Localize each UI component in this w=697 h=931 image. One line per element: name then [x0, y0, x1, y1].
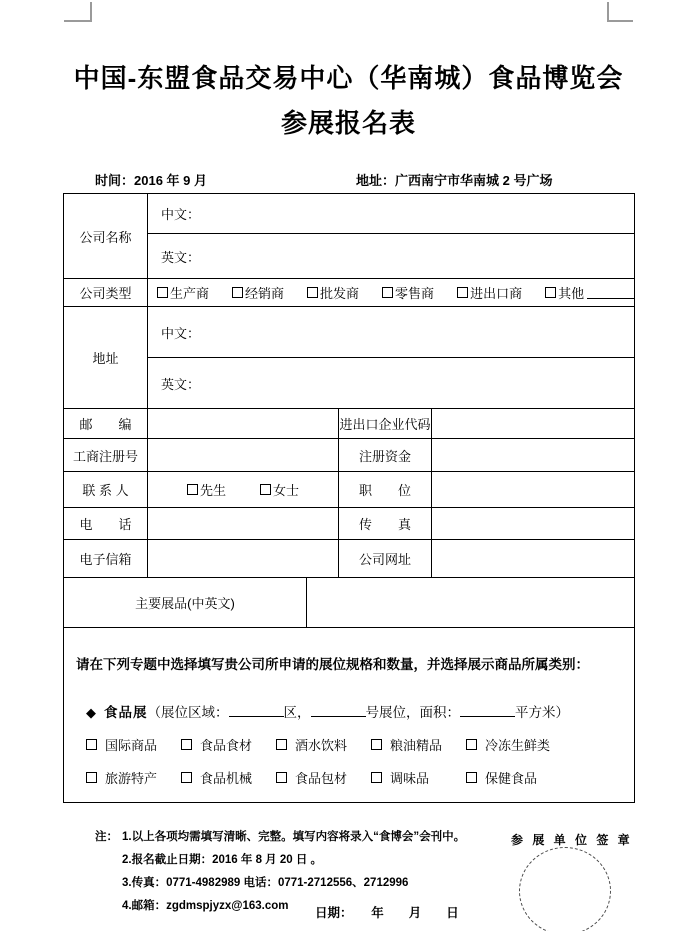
category-label: 食品机械: [200, 771, 253, 786]
category-food-ingredients[interactable]: [181, 735, 276, 754]
category-label: 酒水饮料: [295, 738, 348, 753]
event-address: 地址：广西南宁市华南城 2 号广场: [356, 173, 553, 188]
option-producer[interactable]: [157, 283, 209, 302]
email-field[interactable]: [148, 540, 339, 577]
checkbox-icon[interactable]: [187, 484, 198, 495]
checkbox-icon[interactable]: [181, 772, 192, 783]
note-line-1: [95, 831, 515, 844]
option-retailer[interactable]: [382, 283, 434, 302]
cn-label: 中文：: [161, 325, 201, 341]
checkbox-icon[interactable]: [260, 484, 271, 495]
website-field[interactable]: [432, 540, 634, 577]
title-line2: 参展报名表: [280, 108, 416, 138]
en-label: 英文：: [161, 249, 201, 265]
checkbox-icon[interactable]: [307, 287, 318, 298]
diamond-icon: ◆: [86, 705, 96, 720]
crop-mark-top-right-icon: [607, 2, 633, 22]
option-label: 经销商: [245, 286, 285, 301]
checkbox-icon[interactable]: [276, 772, 287, 783]
option-importer-exporter[interactable]: [457, 283, 522, 302]
contact-field[interactable]: [148, 472, 339, 507]
address-label: 地址: [64, 307, 148, 408]
note-line-4: 4.邮箱：zgdmspjyzx@163.com: [122, 900, 289, 912]
checkbox-icon[interactable]: [157, 287, 168, 298]
company-type-label: 公司类型: [64, 279, 148, 306]
option-label: 生产商: [170, 286, 210, 301]
checkbox-icon[interactable]: [276, 739, 287, 750]
note-text: 1.以上各项均需填写清晰、完整。填写内容将录入“食博会”会刊中。: [122, 831, 466, 843]
category-beverages[interactable]: [276, 735, 371, 754]
option-label: 批发商: [320, 286, 360, 301]
registration-table: [63, 193, 635, 803]
category-condiments[interactable]: [371, 768, 466, 787]
booth-instruction: 请在下列专题中选择填写贵公司所申请的展位规格和数量，并选择展示商品所属类别：: [76, 657, 589, 672]
ms-label: 女士: [273, 483, 300, 498]
category-health-food[interactable]: [466, 768, 537, 787]
category-row-1: [86, 735, 634, 754]
company-name-en-field[interactable]: [148, 234, 634, 278]
category-food-packaging[interactable]: [276, 768, 371, 787]
expo-prefix: （展位区域：: [147, 705, 229, 720]
row-company-name: [64, 194, 634, 279]
category-label: 食品食材: [200, 738, 253, 753]
option-ms[interactable]: [260, 480, 299, 499]
note-line-3: 3.传真：0771-4982989 电话：0771-2712556、2712996: [122, 877, 409, 889]
category-label: 食品包材: [295, 771, 348, 786]
address-cn-field[interactable]: [148, 307, 634, 358]
option-label: 其他: [558, 286, 585, 301]
checkbox-icon[interactable]: [371, 772, 382, 783]
page-title: [0, 56, 697, 146]
option-wholesaler[interactable]: [307, 283, 359, 302]
category-food-machinery[interactable]: [181, 768, 276, 787]
row-business-reg: [64, 439, 634, 472]
option-other[interactable]: [545, 283, 634, 302]
row-phone: [64, 508, 634, 540]
checkbox-icon[interactable]: [382, 287, 393, 298]
checkbox-icon[interactable]: [86, 772, 97, 783]
category-label: 旅游特产: [105, 771, 158, 786]
category-label: 粮油精品: [390, 738, 443, 753]
expo-mid2: 号展位，面积：: [365, 705, 460, 720]
row-postal: [64, 409, 634, 439]
address-en-field[interactable]: [148, 358, 634, 408]
position-label: 职 位: [339, 472, 432, 507]
event-time: 时间：2016 年 9 月: [95, 173, 207, 188]
option-mr[interactable]: [187, 480, 226, 499]
row-booth-section: [64, 628, 634, 802]
mr-label: 先生: [199, 483, 226, 498]
registered-capital-field[interactable]: [432, 439, 634, 471]
contact-label: 联 系 人: [64, 472, 148, 507]
checkbox-icon[interactable]: [181, 739, 192, 750]
postal-label: 邮 编: [64, 409, 148, 438]
company-name-label: 公司名称: [64, 194, 148, 278]
category-frozen-fresh[interactable]: [466, 735, 550, 754]
checkbox-icon[interactable]: [466, 772, 477, 783]
phone-label: 电 话: [64, 508, 148, 539]
category-label: 调味品: [390, 771, 430, 786]
category-tourism-specialty[interactable]: [86, 768, 181, 787]
company-type-options: [148, 279, 643, 306]
checkbox-icon[interactable]: [466, 739, 477, 750]
fax-label: 传 真: [339, 508, 432, 539]
booth-number-blank-underline[interactable]: [311, 704, 366, 717]
position-field[interactable]: [432, 472, 634, 507]
cn-label: 中文：: [161, 207, 201, 222]
checkbox-icon[interactable]: [545, 287, 556, 298]
row-email: [64, 540, 634, 578]
other-blank-underline[interactable]: [587, 286, 634, 299]
category-row-2: [86, 768, 634, 787]
main-exhibits-label: 主要展品(中英文): [64, 578, 307, 627]
date-line: 日期： 年 月 日: [315, 906, 459, 920]
customs-code-field[interactable]: [432, 409, 634, 438]
business-reg-field[interactable]: [148, 439, 339, 471]
title-line1: 中国-东盟食品交易中心（华南城）食品博览会: [73, 63, 624, 93]
category-label: 保健食品: [485, 771, 538, 786]
website-label: 公司网址: [339, 540, 432, 577]
note-label: 注：: [95, 831, 118, 843]
category-label: 冷冻生鲜类: [485, 738, 551, 753]
checkbox-icon[interactable]: [457, 287, 468, 298]
category-label: 国际商品: [105, 738, 158, 753]
category-international-goods[interactable]: [86, 735, 181, 754]
option-label: 进出口商: [470, 286, 523, 301]
checkbox-icon[interactable]: [232, 287, 243, 298]
expo-title: 食品展: [104, 705, 148, 720]
category-grain-oil[interactable]: [371, 735, 466, 754]
address-fields: [148, 307, 634, 408]
expo-line: [86, 701, 634, 721]
expo-mid1: 区，: [283, 705, 311, 720]
option-distributor[interactable]: [232, 283, 284, 302]
expo-suffix: 平方米）: [515, 705, 569, 720]
company-name-fields: [148, 194, 634, 278]
stamp-circle: [519, 847, 611, 931]
fax-field[interactable]: [432, 508, 634, 539]
registered-capital-label: 注册资金: [339, 439, 432, 471]
zone-blank-underline[interactable]: [229, 704, 284, 717]
crop-mark-top-left-icon: [64, 2, 92, 22]
company-name-cn-field[interactable]: [148, 194, 634, 234]
booth-section: [64, 628, 634, 802]
business-reg-label: 工商注册号: [64, 439, 148, 471]
row-main-exhibits: [64, 578, 634, 628]
option-label: 零售商: [395, 286, 435, 301]
row-address: [64, 307, 634, 409]
customs-code-label: 进出口企业代码: [339, 409, 432, 438]
email-label: 电子信箱: [64, 540, 148, 577]
row-contact: [64, 472, 634, 508]
checkbox-icon[interactable]: [86, 739, 97, 750]
row-company-type: [64, 279, 634, 307]
signature-label: 参 展 单 位 签 章: [511, 833, 633, 847]
postal-field[interactable]: [148, 409, 339, 438]
phone-field[interactable]: [148, 508, 339, 539]
en-label: 英文：: [161, 376, 201, 392]
note-line-2: 2.报名截止日期：2016 年 8 月 20 日 。: [122, 854, 323, 866]
checkbox-icon[interactable]: [371, 739, 382, 750]
area-blank-underline[interactable]: [460, 704, 515, 717]
main-exhibits-field[interactable]: [307, 578, 634, 627]
